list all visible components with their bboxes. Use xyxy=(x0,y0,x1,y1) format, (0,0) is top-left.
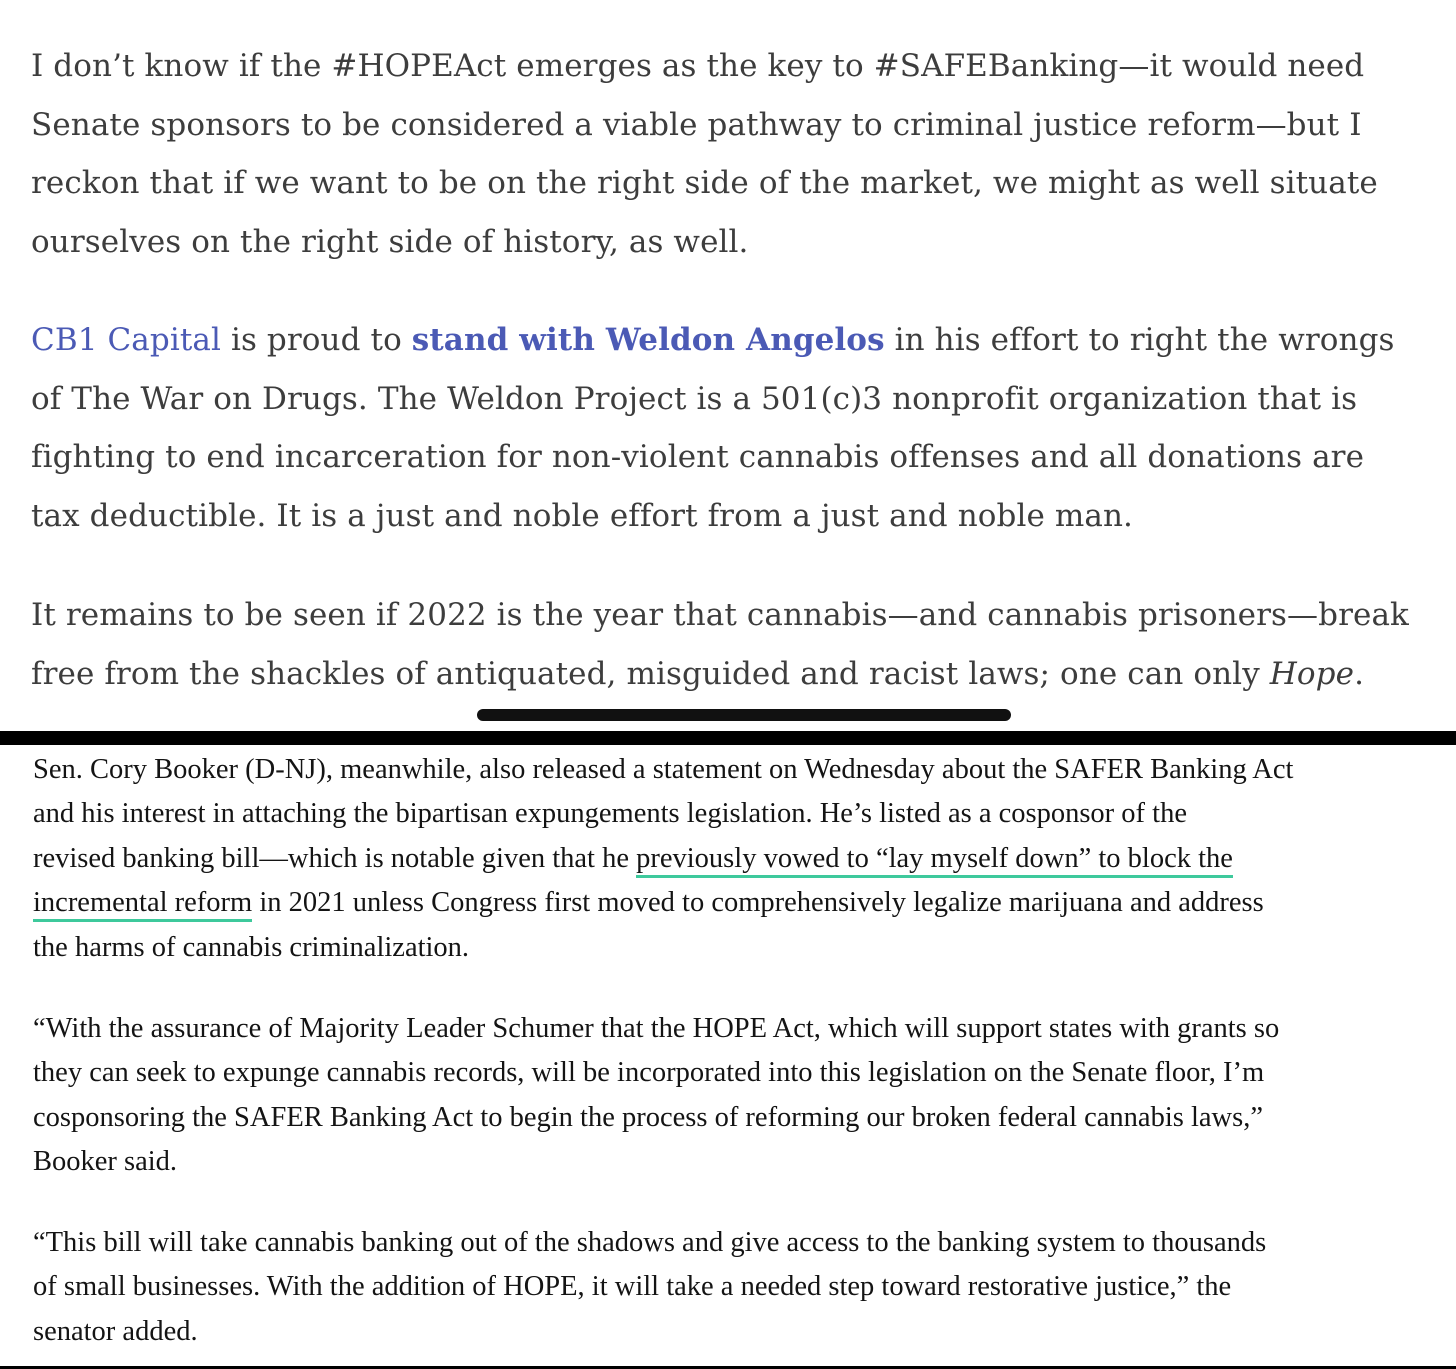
text-line: of small businesses. With the addition of HOPE, it will take a needed step toward restorative justice,” the xyxy=(33,1271,1232,1303)
text-fragment: . xyxy=(1354,655,1365,692)
cb1-capital-link[interactable]: CB1 Capital xyxy=(31,322,221,358)
text-fragment: in 2021 unless Congress first moved to comprehensively legalize marijuana and address xyxy=(252,887,1264,919)
text-line: “This bill will take cannabis banking out of the shadows and give access to the banking system to thousands xyxy=(33,1227,1267,1258)
text-line: senator added. xyxy=(33,1315,198,1347)
screenshot-divider xyxy=(0,731,1456,745)
text-line: the harms of cannabis criminalization. xyxy=(33,931,470,963)
text-line: I don’t know if the #HOPEAct emerges as the key to #SAFEBanking—it would need xyxy=(31,48,1365,84)
home-indicator-bar[interactable] xyxy=(477,709,1011,721)
previously-vowed-link[interactable]: previously vowed to “lay myself down” to block the xyxy=(636,843,1233,878)
text-line: tax deductible. It is a just and noble effort from a just and noble man. xyxy=(31,497,1133,534)
bottom-article-screenshot xyxy=(0,745,1456,1369)
text-line: Senate sponsors to be considered a viable pathway to criminal justice reform—but I xyxy=(31,106,1362,143)
paragraph-hope-act xyxy=(31,37,1451,271)
text-fragment: is proud to xyxy=(221,322,412,358)
paragraph-booker-quote-1 xyxy=(33,1007,1453,1185)
text-line: cosponsoring the SAFER Banking Act to begin the process of reforming our broken federal cannabis laws,” xyxy=(33,1101,1263,1133)
text-line: “With the assurance of Majority Leader Schumer that the HOPE Act, which will support states with grants so xyxy=(33,1013,1280,1044)
text-line xyxy=(33,837,1453,881)
text-fragment: free from the shackles of antiquated, misguided and racist laws; one can only xyxy=(31,655,1270,692)
text-line xyxy=(31,645,1451,704)
text-line: and his interest in attaching the bipartisan expungements legislation. He’s listed as a cosponsor of the xyxy=(33,798,1187,830)
paragraph-cb1-capital xyxy=(31,311,1451,545)
text-line: Booker said. xyxy=(33,1146,178,1178)
text-line: they can seek to expunge cannabis records, will be incorporated into this legislation on the Senate floor, I’m xyxy=(33,1057,1265,1089)
stand-with-weldon-angelos-link[interactable]: stand with Weldon Angelos xyxy=(411,322,885,358)
text-fragment: revised banking bill—which is notable given that he xyxy=(33,842,637,874)
text-line: of The War on Drugs. The Weldon Project is a 501(c)3 nonprofit organization that is xyxy=(31,380,1358,417)
incremental-reform-link[interactable]: incremental reform xyxy=(33,887,252,922)
text-line xyxy=(31,311,1451,370)
text-fragment: in his effort to right the wrongs xyxy=(884,322,1395,358)
paragraph-booker-statement xyxy=(33,748,1453,970)
text-line: ourselves on the right side of history, as well. xyxy=(31,223,749,260)
text-line: It remains to be seen if 2022 is the year that cannabis—and cannabis prisoners—break xyxy=(31,597,1409,633)
paragraph-2022-hope xyxy=(31,586,1451,703)
text-line: reckon that if we want to be on the right side of the market, we might as well situate xyxy=(31,165,1378,202)
paragraph-booker-quote-2 xyxy=(33,1221,1453,1354)
text-line: fighting to end incarceration for non-violent cannabis offenses and all donations are xyxy=(31,439,1365,476)
text-line: Sen. Cory Booker (D-NJ), meanwhile, also released a statement on Wednesday about the SAFER Banking Act xyxy=(33,754,1294,785)
text-line xyxy=(33,881,1453,925)
hope-emphasis: Hope xyxy=(1269,655,1355,692)
